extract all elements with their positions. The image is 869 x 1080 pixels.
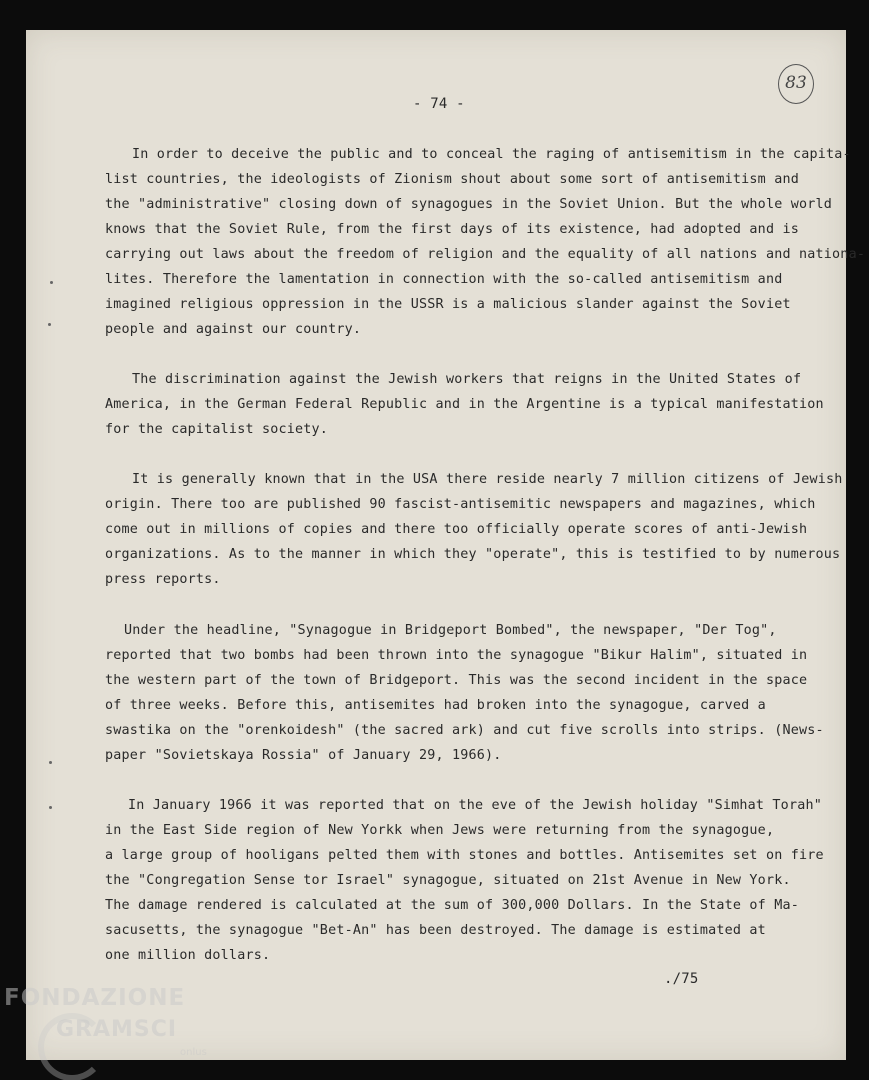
text-line: one million dollars.	[105, 948, 271, 963]
text-line: sacusetts, the synagogue "Bet-An" has been destroyed. The damage is estimated at	[105, 923, 766, 938]
text-line: the "Congregation Sense tor Israel" synagogue, situated on 21st Avenue in New York.	[105, 873, 791, 888]
text-line: list countries, the ideologists of Zionism shout about some sort of antisemitism and	[105, 172, 799, 187]
text-line: of three weeks. Before this, antisemites had broken into the synagogue, carved a	[105, 698, 766, 713]
text-line: the western part of the town of Bridgeport. This was the second incident in the space	[105, 673, 808, 688]
continuation-marker: ./75	[664, 971, 699, 987]
text-line: origin. There too are published 90 fascist-antisemitic newspapers and magazines, which	[105, 497, 816, 512]
watermark-line-3: onlus	[180, 1047, 207, 1058]
text-line: imagined religious oppression in the USSR is a malicious slander against the Soviet	[105, 297, 791, 312]
margin-mark	[50, 281, 53, 284]
text-line: The damage rendered is calculated at the sum of 300,000 Dollars. In the State of Ma-	[105, 898, 799, 913]
text-line: In January 1966 it was reported that on the eve of the Jewish holiday "Simhat Torah"	[128, 798, 822, 813]
text-line: lites. Therefore the lamentation in connection with the so-called antisemitism and	[105, 272, 783, 287]
text-line: a large group of hooligans pelted them with stones and bottles. Antisemites set on fire	[105, 848, 824, 863]
text-line: for the capitalist society.	[105, 422, 329, 437]
text-line: America, in the German Federal Republic and in the Argentine is a typical manifestation	[105, 397, 824, 412]
archive-watermark	[4, 985, 234, 1080]
text-line: swastika on the "orenkoidesh" (the sacred ark) and cut five scrolls into strips. (News-	[105, 723, 824, 738]
watermark-line-1: FONDAZIONE	[4, 985, 186, 1011]
margin-mark	[48, 323, 51, 326]
text-line: reported that two bombs had been thrown into the synagogue "Bikur Halim", situated in	[105, 648, 808, 663]
text-line: paper "Sovietskaya Rossia" of January 29, 1966).	[105, 748, 502, 763]
text-line: in the East Side region of New Yorkk when Jews were returning from the synagogue,	[105, 823, 775, 838]
text-line: The discrimination against the Jewish workers that reigns in the United States of	[132, 372, 802, 387]
text-line: the "administrative" closing down of synagogues in the Soviet Union. But the whole world	[105, 197, 833, 212]
text-line: carrying out laws about the freedom of religion and the equality of all nations and nationa-	[105, 247, 866, 262]
archive-stamp-number: 83	[778, 64, 814, 104]
text-line: come out in millions of copies and there too officially operate scores of anti-Jewish	[105, 522, 808, 537]
text-line: knows that the Soviet Rule, from the first days of its existence, had adopted and is	[105, 222, 799, 237]
text-line: organizations. As to the manner in which they "operate", this is testified to by numerous	[105, 547, 841, 562]
page-number: - 74 -	[413, 96, 465, 112]
margin-mark	[49, 761, 52, 764]
text-line: press reports.	[105, 572, 221, 587]
margin-mark	[49, 806, 52, 809]
text-line: Under the headline, "Synagogue in Bridgeport Bombed", the newspaper, "Der Tog",	[124, 623, 777, 638]
text-line: people and against our country.	[105, 322, 362, 337]
watermark-line-2: GRAMSCI	[56, 1017, 178, 1042]
text-line: In order to deceive the public and to conceal the raging of antisemitism in the capita-	[132, 147, 851, 162]
text-line: It is generally known that in the USA there reside nearly 7 million citizens of Jewish	[132, 472, 843, 487]
